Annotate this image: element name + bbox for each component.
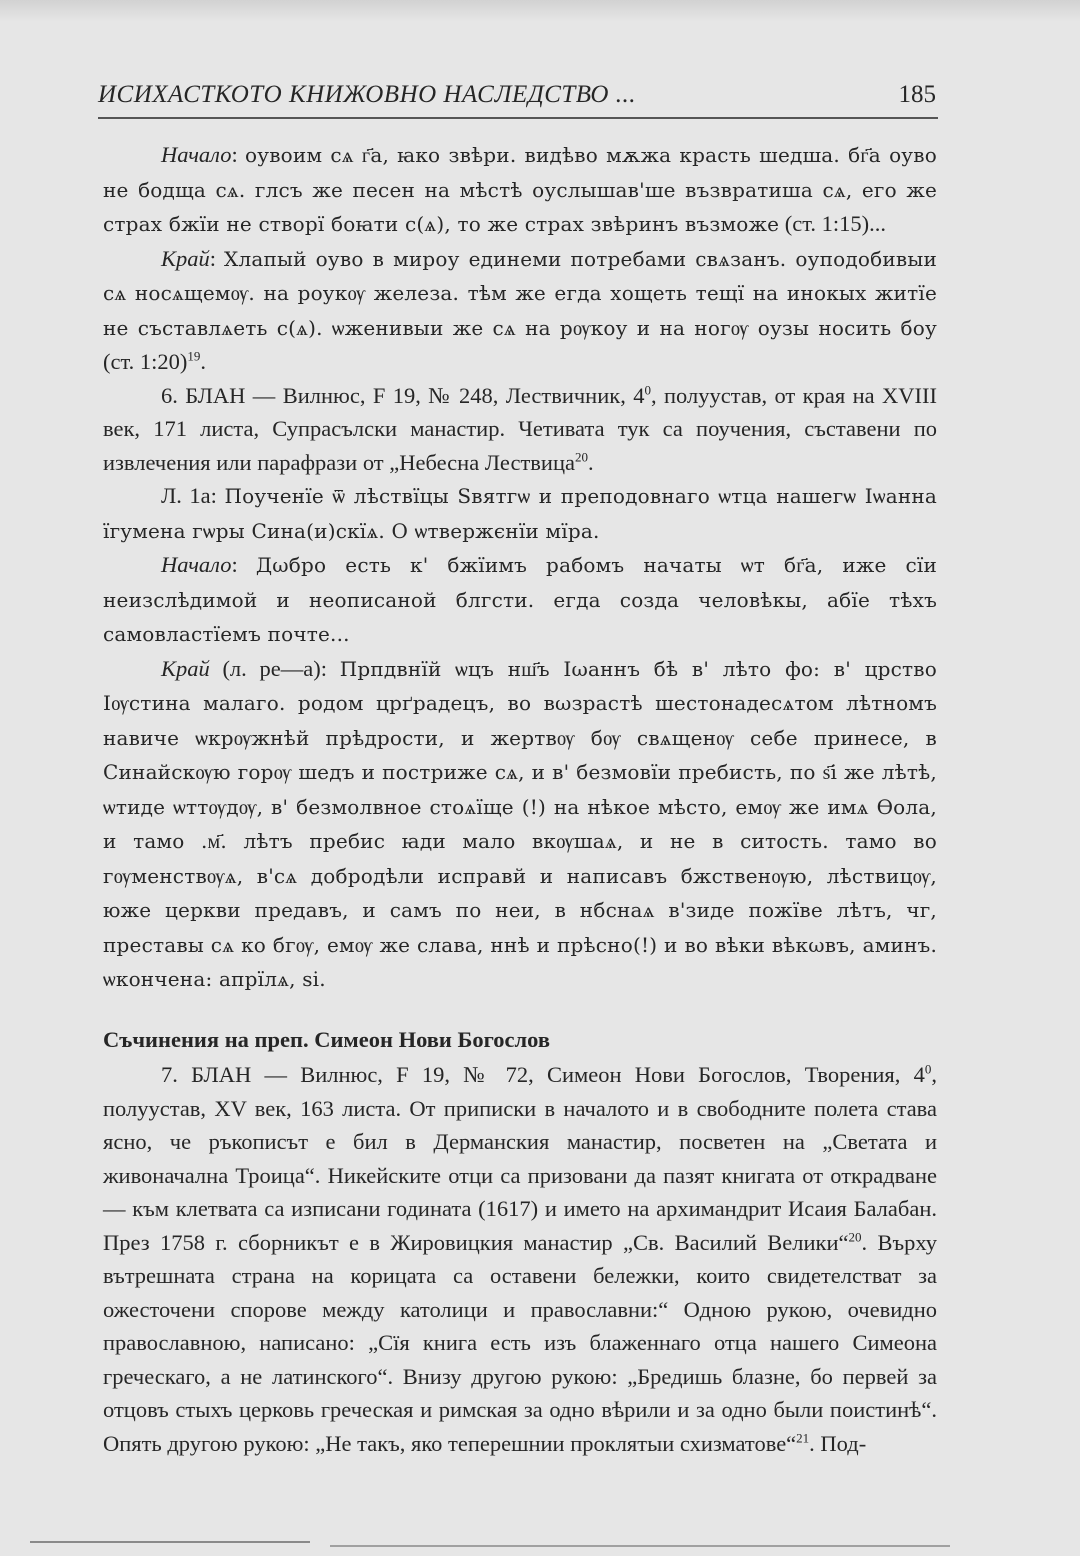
start-label: Начало — [161, 552, 232, 577]
format-superscript: 0 — [644, 382, 651, 397]
start-label: Начало — [161, 142, 232, 167]
running-title: ИСИХАСТКОТО КНИЖОВНО НАСЛЕДСТВО ... — [98, 81, 636, 108]
page-edge-shadow — [0, 0, 1080, 22]
entry6-intro: 6. БЛАН — Вилнюс, F 19, № 248, Лествичник, 4 — [161, 382, 645, 408]
section-heading: Съчинения на преп. Симеон Нови Богослов — [103, 1026, 550, 1052]
citation-ref: (ст. 1:20) — [103, 349, 188, 374]
leaf-range: (л. ре—а): — [222, 655, 327, 681]
entry7-description — [103, 1058, 937, 1460]
entry5-end-paragraph: Край: Хлапый оуво в мироу единеми потребами свѧзанъ. оуподобивыи сѧ носѧщемѹ. на роукѹ железа. тѣм же егда хощеть тещї на инокых житїе не съставлѧеть с(ѧ). ѡженивыи же сѧ на рѹкоу и на ногѹ оузы носить боу (ст. 1:20)$^{19}$. — [103, 245, 937, 374]
footnote-marker: 20 — [574, 449, 588, 464]
entry6-start-paragraph: Начало: Дωбро есть к' бжїимъ рабомъ начаты ѡт бг҃а, иже сїи неизслѣдимой и неописаной блгсти. егда созда человѣкы, абїе тѣхъ самовластїемъ почте... — [103, 552, 937, 646]
header-rule — [98, 117, 938, 119]
leaf-label: Л. 1а: — [161, 483, 217, 508]
footnote-marker: 19 — [187, 348, 201, 364]
entry6-text: , полуустав, от края на XVIII век, 171 листа, Супрасълски манастир. Четивата тук са поучения, съставени по извлечения или парафрази от „Небесна Лествица — [103, 382, 937, 475]
entry6-end-paragraph — [103, 652, 937, 997]
footnote-marker: 20 — [848, 1229, 862, 1244]
church-slavonic-quote: Хлапый оуво в мироу единеми потребами свѧзанъ. оуподобивыи сѧ носѧщемѹ. на роукѹ железа. тѣм же егда хощеть тещї на инокых житїе не съставлѧеть с(ѧ). ѡженивыи же сѧ на рѹкоу и на ногѹ оузы носить боу — [103, 246, 937, 340]
scan-line — [30, 1541, 310, 1543]
church-slavonic-quote: Поученїе ѿ лѣствїцы Ѕвятгѡ и преподовнаго ѡтца нашегѡ Іѡанна ïгумена гѡры Сина(и)скїѧ. О ѡтвержєнїи мїра. — [103, 484, 937, 543]
church-slavonic-quote: Дωбро есть к' бжїимъ рабомъ начаты ѡт бг҃а, иже сїи неизслѣдимой и неописаной блгсти. егда созда человѣкы, абїе тѣхъ самовластїемъ почте... — [103, 553, 937, 646]
entry7-text-a: , полуустав, XV век, 163 листа. От приписки в началото и в свободните полета става ясно, че ръкописът е бил в Дерманския манастир, посветен на „Светата и живоначална Троица“. Никейските отци са призовани да пазят книгата от открадване — към клетвата са изписани годината (1617) и името на архимандрит Исаия Балабан. През 1758 г. сборникът е в Жировицкия манастир „Св. Василий Велики“ — [103, 1062, 937, 1255]
end-label: Край — [161, 245, 210, 271]
entry7-text-b: . Върху вътрешната страна на корицата са оставени бележки, които свидетелстват за ожесточени спорове между католици и православни:“ Одною рукою, очевидно православною, написано: „Сїя книга есть изъ блаженнаго отца нашего Симеона греческаго, а не латинского“. Внизу другою рукою: „Бредишь блазне, бо первей за отцовъ стыхъ церковь греческая и римская за одно вѣрили и за одно были поистинѣ“. Опять другою рукою: „Не такъ, яко теперешнии проклятыи схизматове“ — [103, 1229, 937, 1456]
entry7-intro: 7. БЛАН — Вилнюс, F 19, № 72, Симеон Нови Богослов, Творения, 4 — [161, 1062, 925, 1087]
footnote-marker: 21 — [796, 1430, 810, 1445]
citation-ref: (ст. 1:15)... — [784, 211, 886, 236]
page-body — [103, 138, 937, 1460]
scan-line — [330, 1545, 950, 1547]
church-slavonic-quote: оувоим сѧ г҃а, ꙗко звѣри. видѣво мѫжа красть шедша. бг҃а оуво не бодща сѧ. глсъ же песен на мѣстѣ оуслышав'ше възвратиша сѧ, его же страх бжїи не створї боꙗти с(ѧ), то же страх звѣринъ възможе — [103, 143, 937, 236]
running-header — [98, 78, 938, 112]
entry6-description: 6. БЛАН — Вилнюс, F 19, № 248, Лествичник, $4^0$, полуустав, от края на XVIII век, 171 листа, Супрасълски манастир. Четивата тук са поучения, съставени по извлечения или парафрази от „Небесна Лествица$^{20}$. — [103, 382, 937, 475]
end-label: Край — [161, 655, 210, 681]
page-number: 185 — [898, 81, 936, 108]
entry6-leaf-paragraph — [103, 479, 937, 548]
scan-bottom-edge — [0, 1535, 1080, 1556]
format-superscript: 0 — [924, 1061, 932, 1077]
church-slavonic-quote: Прпдвнїй ѡцъ нш҃ъ Іωаннъ бѣ в' лѣто фо: в' црство Іѹстина малаго. родом црґрадецъ, во вωзрастѣ шестонадесѧтом лѣтномъ навиче ѡкрѹжнѣй прѣдрости, и жертвѹ бѹ свѧщенѹ себе принесе, в Синайскѹю горѹ шедъ и постриже сѧ, и в' безмовїи пребисть, по ѕ҃і же лѣтѣ, ѡтиде ѡттѹдѹ, в' безмолвное стоѧїще (!) на нѣкое мѣсто, емѹ же имѧ Ѳола, и тамо .м҃. лѣтъ пребис ꙗди мало вкѹшаѧ, и не в ситость. тамо во гѹменствѹѧ, в'сѧ добродѣли исправй и написавъ бжственѹю, лѣствицѹ, юже церкви предавъ, и самъ по неи, в нбснаѧ в'зиде пожїве лѣтъ, чг, преставы сѧ ко бгѹ, емѹ же слава, ннѣ и прѣсно(!) и во вѣки вѣкωвъ, аминъ. ѡкончена: апрїлѧ, ѕі. — [103, 656, 938, 991]
entry5-start-paragraph: Начало: оувоим сѧ г҃а, ꙗко звѣри. видѣво мѫжа красть шедша. бг҃а оуво не бодща сѧ. глсъ же песен на мѣстѣ оуслышав'ше възвратиша сѧ, его же страх бжїи не створї боꙗти с(ѧ), то же страх звѣринъ възможе (ст. 1:15)... — [103, 142, 937, 236]
entry7-text-c: . Под- — [809, 1430, 867, 1456]
